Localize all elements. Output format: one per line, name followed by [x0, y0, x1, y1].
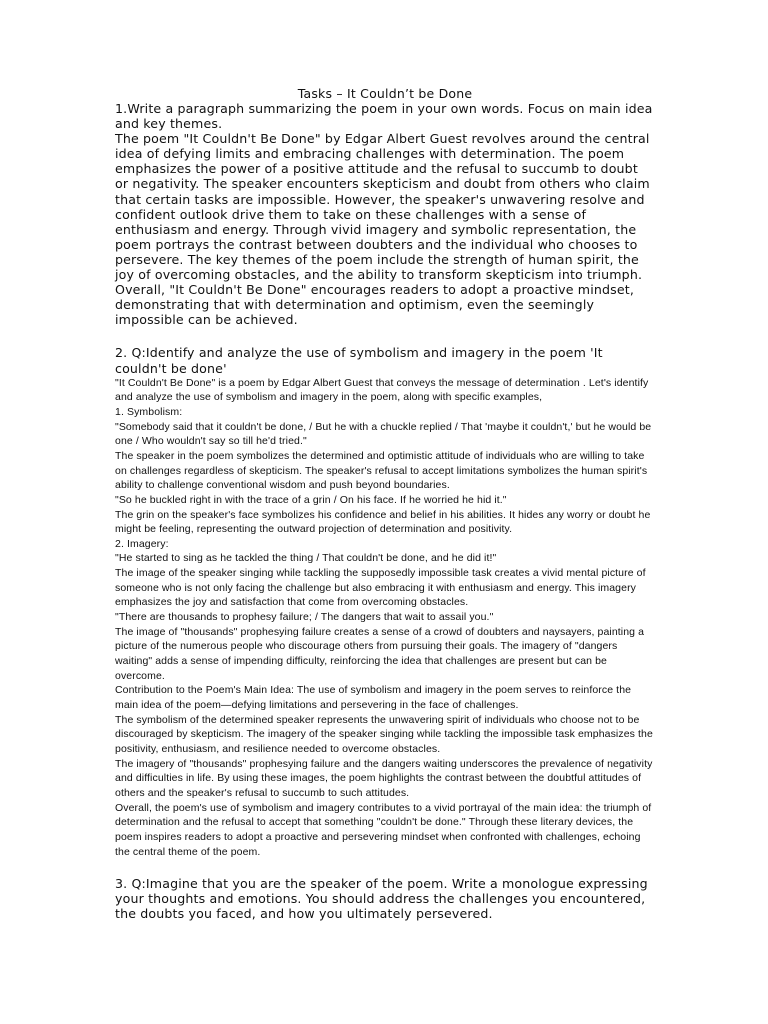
- answer-paragraph: "It Couldn't Be Done" is a poem by Edgar Albert Guest that conveys the message of determination . Let's identify and analyze the use of symbolism and imagery in the poem, along with specific examples,: [115, 376, 649, 404]
- contribution-paragraph: Contribution to the Poem's Main Idea: The use of symbolism and imagery in the poem serves to reinforce the main idea of the poem—defying limitations and persevering in the face of challenges.: [115, 684, 632, 712]
- answer-paragraph: The imagery of "thousands" prophesying failure and the dangers waiting underscores the prevalence of negativity and difficulties in life. By using these images, the poem highlights the contrast between the doubtful attitudes of others and the speaker's refusal to succumb to such attitudes.: [115, 757, 653, 799]
- quote-paragraph: "So he buckled right in with the trace of a grin / On his face. If he worried he hid it.": [115, 493, 507, 506]
- imagery-heading: 2. Imagery:: [115, 537, 169, 550]
- answer-paragraph: The symbolism of the determined speaker represents the unwavering spirit of individuals who choose not to be discouraged by skepticism. The imagery of the speaker singing while tackling the impossible task emphasizes the positivity, enthusiasm, and resilience needed to overcome obstacles.: [115, 713, 653, 755]
- quote-paragraph: "Somebody said that it couldn't be done, / But he with a chuckle replied / That 'maybe it couldn't,' but he would be one / Who wouldn't say so till he'd tried.": [115, 420, 652, 448]
- answer-paragraph: The grin on the speaker's face symbolizes his confidence and belief in his abilities. It hides any worry or doubt he might be feeling, representing the outward projection of determination and positivity.: [115, 508, 651, 536]
- answer-paragraph: The image of the speaker singing while tackling the supposedly impossible task creates a vivid mental picture of someone who is not only facing the challenge but also embracing it with enthusiasm and energy. This imagery emphasizes the joy and satisfaction that come from overcoming obstacles.: [115, 567, 646, 609]
- conclusion-paragraph: Overall, the poem's use of symbolism and imagery contributes to a vivid portrayal of the main idea: the triumph of determination and the refusal to accept that something "couldn't be done." Through these literary devices, the poem inspires readers to adopt a proactive and persevering mindset when confronted with challenges, echoing the central theme of the poem.: [115, 801, 652, 858]
- symbolism-heading: 1. Symbolism:: [115, 405, 183, 418]
- quote-paragraph: "He started to sing as he tackled the thing / That couldn't be done, and he did it!": [115, 552, 497, 565]
- quote-paragraph: "There are thousands to prophesy failure; / The dangers that wait to assail you.": [115, 611, 494, 624]
- answer-paragraph: The speaker in the poem symbolizes the determined and optimistic attitude of individuals who are willing to take on challenges regardless of skepticism. The speaker's refusal to accept limitations symbolizes the human spirit's ability to challenge conventional wisdom and push beyond boundaries.: [115, 449, 648, 492]
- section-1-answer: The poem "It Couldn't Be Done" by Edgar Albert Guest revolves around the central idea of defying limits and embracing challenges with determination. The poem emphasizes the power of a positive attitude and the refusal to succumb to doubt or negativity. The speaker encounters skepticism and doubt from others who claim that certain tasks are impossible. However, the speaker's unwavering resolve and confident outlook drive them to take on these challenges with a sense of enthusiasm and energy. Through vivid imagery and symbolic representation, the poem portrays the contrast between doubters and the individual who chooses to persevere. The key themes of the poem include the strength of human spirit, the joy of overcoming obstacles, and the ability to transform skepticism into triumph. Overall, "It Couldn't Be Done" encourages readers to adopt a proactive mindset, demonstrating that with determination and optimism, even the seemingly impossible can be achieved.: [115, 131, 650, 328]
- document-title: Tasks – It Couldn’t be Done: [297, 86, 473, 101]
- section-1-question: 1.Write a paragraph summarizing the poem in your own words. Focus on main idea and key themes.: [115, 101, 653, 132]
- section-3-question: 3. Q:Imagine that you are the speaker of the poem. Write a monologue expressing your thoughts and emotions. You should address the challenges you encountered, the doubts you faced, and how you ultimately persevered.: [115, 876, 648, 922]
- section-2-answer: [115, 376, 655, 860]
- answer-paragraph: The image of "thousands" prophesying failure creates a sense of a crowd of doubters and naysayers, painting a picture of the numerous people who discourage others from pursuing their goals. The imagery of "dangers waiting" adds a sense of impending difficulty, reinforcing the idea that challenges are present but can be overcome.: [115, 625, 645, 682]
- document-page: [115, 86, 655, 922]
- section-2-question: 2. Q:Identify and analyze the use of symbolism and imagery in the poem 'It couldn't be done': [115, 345, 603, 376]
